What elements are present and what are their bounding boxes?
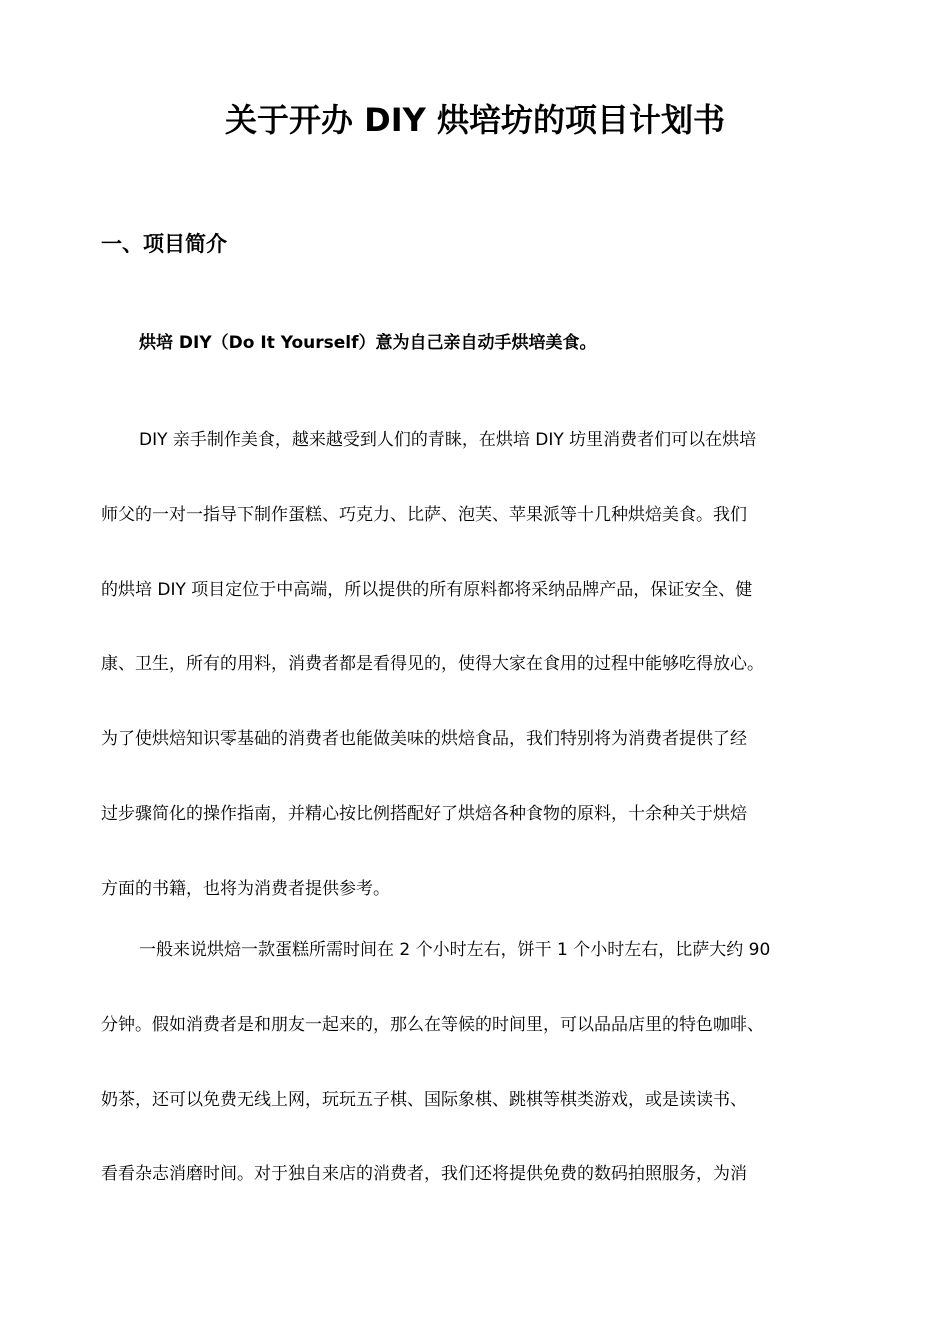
paragraph-line: 康、卫生，所有的用料，消费者都是看得见的，使得大家在食用的过程中能够吃得放心。 [101, 654, 764, 675]
paragraph-2 [101, 934, 861, 1190]
lead-sentence: 烘培 DIY（Do It Yourself）意为自己亲自动手烘培美食。 [139, 333, 597, 353]
document-title: 关于开办 DIY 烘培坊的项目计划书 [225, 101, 725, 139]
paragraph-line: 看看杂志消磨时间。对于独自来店的消费者，我们还将提供免费的数码拍照服务，为消 [101, 1164, 747, 1185]
paragraph-line: DIY 亲手制作美食，越来越受到人们的青睐，在烘培 DIY 坊里消费者们可以在烘培 [139, 430, 757, 450]
paragraph-line: 的烘培 DIY 项目定位于中高端，所以提供的所有原料都将采纳品牌产品，保证安全、健 [101, 579, 753, 600]
paragraph-line: 分钟。假如消费者是和朋友一起来的，那么在等候的时间里，可以品品店里的特色咖啡、 [101, 1014, 764, 1035]
paragraph-line: 为了使烘焙知识零基础的消费者也能做美味的烘焙食品，我们特别将为消费者提供了经 [101, 729, 747, 750]
section-heading-project-intro: 一、项目简介 [101, 232, 227, 256]
paragraph-line: 过步骤简化的操作指南，并精心按比例搭配好了烘焙各种食物的原料，十余种关于烘焙 [101, 803, 747, 824]
paragraph-line: 一般来说烘焙一款蛋糕所需时间在 2 个小时左右，饼干 1 个小时左右，比萨大约 90 [139, 940, 771, 960]
paragraph-line: 师父的一对一指导下制作蛋糕、巧克力、比萨、泡芙、苹果派等十几种烘焙美食。我们 [101, 504, 747, 525]
paragraph-1 [101, 424, 861, 905]
paragraph-line: 方面的书籍，也将为消费者提供参考。 [101, 878, 390, 899]
paragraph-line: 奶茶，还可以免费无线上网，玩玩五子棋、国际象棋、跳棋等棋类游戏，或是读读书、 [101, 1089, 747, 1110]
